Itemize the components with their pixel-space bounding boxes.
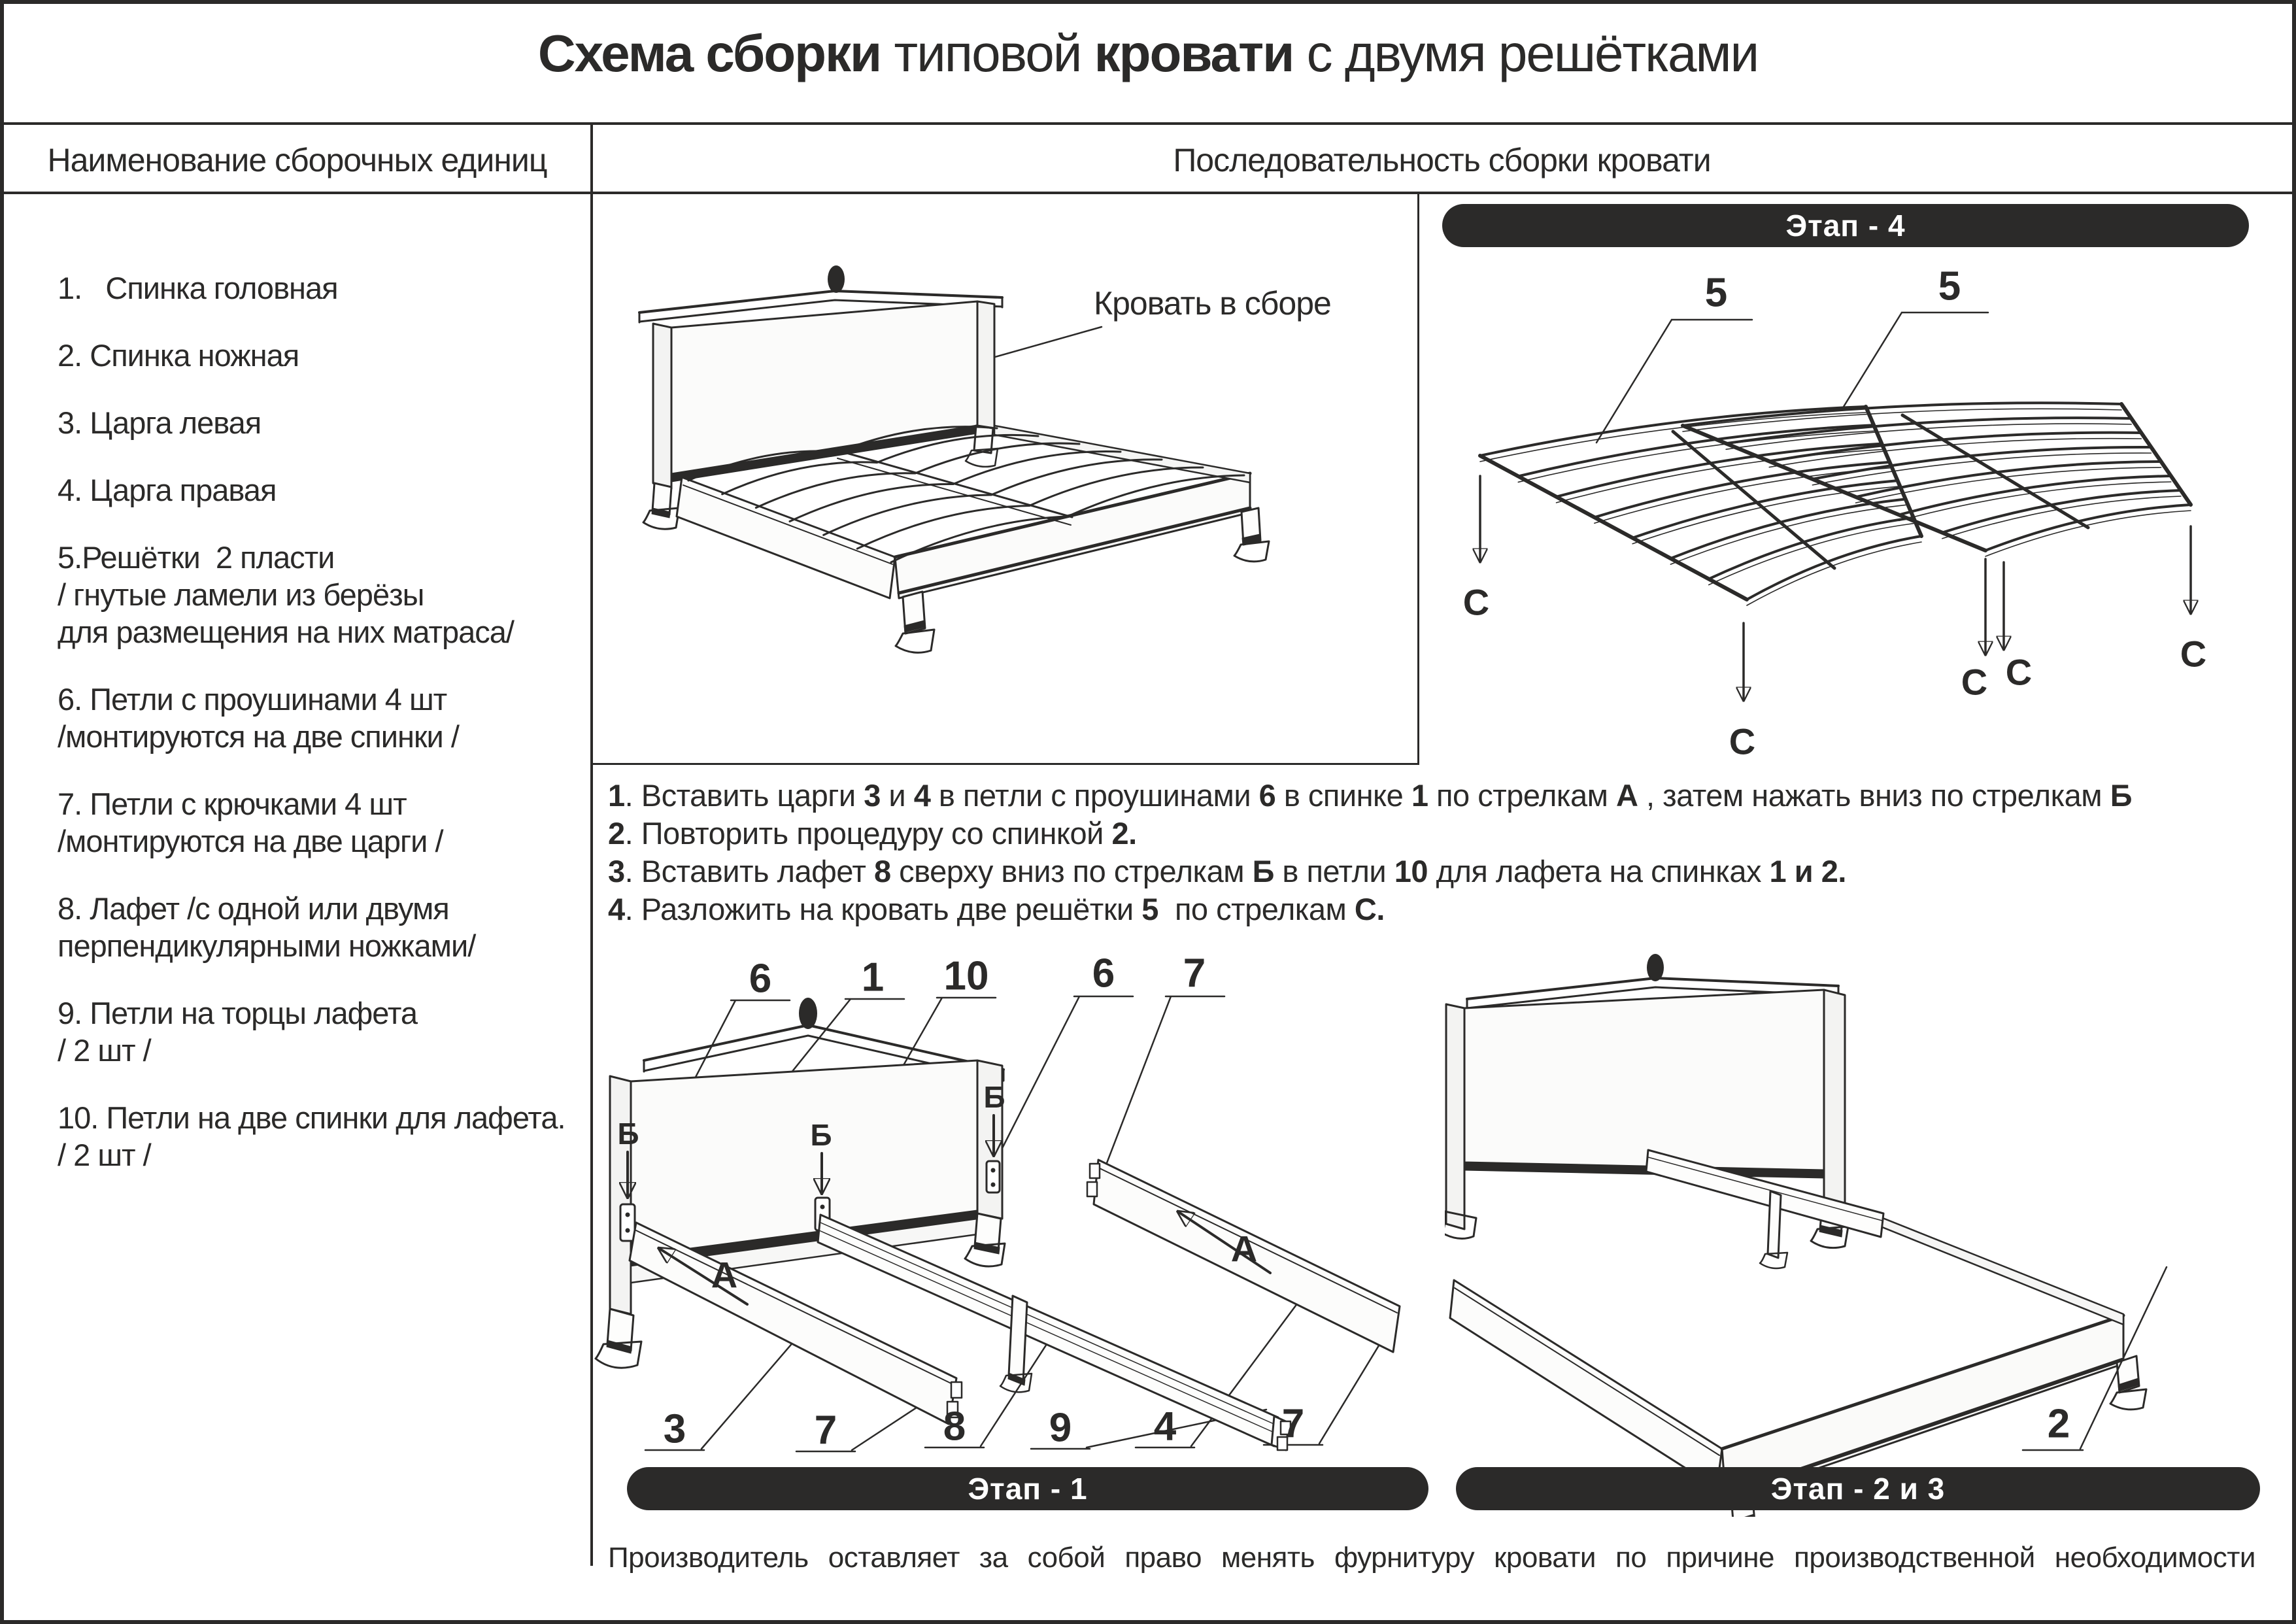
parts-list [58,269,581,1204]
arrow-label-c: С [1729,720,1756,762]
parts-list-item: 5.Решётки 2 пласти / гнутые ламели из берёзы для размещения на них матраса/ [58,540,514,649]
callout-6: 6 [749,956,772,1002]
arrow-label-c: С [1462,581,1490,623]
callout-9: 9 [1049,1405,1072,1451]
arrow-label-b: Б [810,1118,832,1152]
arrow-label-b: Б [617,1117,639,1151]
arrow-label-a: А [711,1254,738,1296]
parts-list-item: 6. Петли с проушинами 4 шт /монтируются на две спинки / [58,682,459,754]
arrow-label-c: С [2180,633,2207,675]
left-column-header: Наименование сборочных единиц [47,142,547,178]
assembled-bed-label: Кровать в сборе [1094,285,1331,322]
callout-7: 7 [814,1408,837,1453]
stage-4-pill: Этап - 4 [1442,204,2249,247]
assembly-step: 2. Повторить процедуру со спинкой 2. [608,816,1137,851]
callout-1: 1 [861,955,885,1000]
assembly-step: 3. Вставить лафет 8 сверху вниз по стрелкам Б в петли 10 для лафета на спинках 1 и 2. [608,854,1846,888]
callout-8: 8 [943,1404,966,1449]
parts-list-item: 10. Петли на две спинки для лафета. / 2 шт / [58,1100,566,1172]
stage-4-drawing [1438,248,2292,785]
arrow-label-c: С [2005,651,2033,693]
parts-list-item: 3. Царга левая [58,405,262,440]
stage-1-drawing [590,948,1430,1517]
assembled-bed-panel [590,193,1419,765]
parts-list-item: 2. Спинка ножная [58,338,299,373]
footer-note: Производитель оставляет за собой право менять фурнитуру кровати по причине производственной необходимости [608,1542,2255,1574]
right-column-header: Последовательность сборки кровати [1173,142,1711,178]
callout-3: 3 [663,1406,686,1452]
arrow-label-c: С [1961,661,1988,703]
parts-list-item: 9. Петли на торцы лафета / 2 шт / [58,996,417,1068]
parts-list-item: 7. Петли с крючками 4 шт /монтируются на две царги / [58,787,443,858]
callout-5: 5 [1704,270,1728,316]
assembly-step: 1. Вставить царги 3 и 4 в петли с проушинами 6 в спинке 1 по стрелкам А , затем нажать вниз по стрелкам Б [608,778,2132,813]
callout-7: 7 [1183,951,1206,996]
assembled-bed-drawing [590,193,1417,762]
parts-list-item: 4. Царга правая [58,473,277,507]
parts-list-item: 1. Спинка головная [58,271,338,305]
stage-2-3-pill: Этап - 2 и 3 [1456,1467,2260,1510]
callout-2: 2 [2047,1401,2070,1447]
page-title: Схема сборки типовой кровати с двумя решётками [537,24,1759,82]
stage-2-3-drawing [1445,948,2292,1517]
callout-7: 7 [1281,1401,1305,1447]
callout-6: 6 [1092,951,1115,996]
arrow-label-b: Б [983,1080,1005,1114]
callout-4: 4 [1153,1404,1177,1449]
callout-5: 5 [1938,263,1961,309]
arrow-label-a: А [1230,1228,1258,1270]
rule-top [4,122,2292,125]
assembly-step: 4. Разложить на кровать две решётки 5 по стрелкам С. [608,892,1385,926]
stage-1-pill: Этап - 1 [627,1467,1428,1510]
assembly-steps [608,777,2282,928]
parts-list-item: 8. Лафет /с одной или двумя перпендикулярными ножками/ [58,891,476,963]
callout-10: 10 [943,953,989,999]
